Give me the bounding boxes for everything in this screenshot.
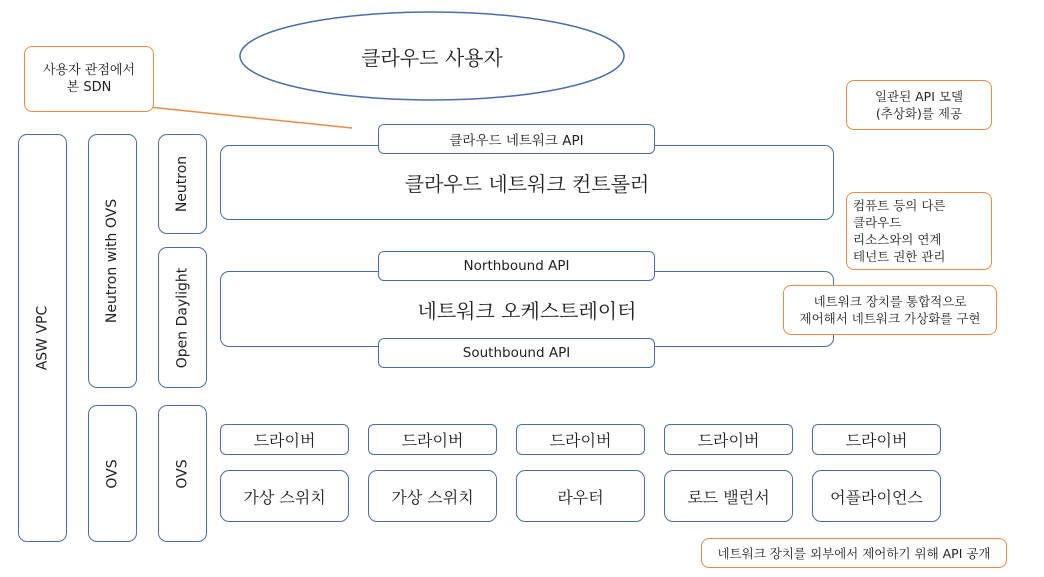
note-api-exposure: 네트워크 장치를 외부에서 제어하기 위해 API 공개 <box>701 538 1007 568</box>
device-label: 라우터 <box>557 487 604 507</box>
open-daylight-column <box>158 247 207 388</box>
cloud-network-api-box <box>378 124 655 154</box>
cloud-network-api-label: 클라우드 네트워크 API <box>449 133 584 149</box>
neutron-with-ovs-column <box>88 134 137 388</box>
driver-label: 드라이버 <box>253 431 316 450</box>
southbound-api-box <box>378 338 655 368</box>
driver-box <box>368 424 497 455</box>
device-label: 로드 밸런서 <box>687 487 770 507</box>
device-label: 가상 스위치 <box>391 487 474 507</box>
network-orchestrator-label: 네트워크 오케스트레이터 <box>417 298 637 323</box>
driver-label: 드라이버 <box>401 431 464 450</box>
callout-sdn-note: 사용자 관점에서 본 SDN <box>24 46 154 112</box>
network-orchestrator-box <box>220 271 834 347</box>
northbound-api-box <box>378 251 655 281</box>
asw-vpc-label: ASW VPC <box>34 305 51 371</box>
device-virtual-switch-1 <box>220 470 349 522</box>
device-router <box>516 470 645 522</box>
device-virtual-switch-2 <box>368 470 497 522</box>
driver-box <box>812 424 941 455</box>
ovs-right-column <box>158 405 207 542</box>
asw-vpc-column <box>18 134 67 542</box>
note-integration: 컴퓨트 등의 다른 클라우드 리소스와의 연계 테넌트 권한 관리 <box>846 192 992 270</box>
cloud-network-controller-label: 클라우드 네트워크 컨트롤러 <box>404 172 650 196</box>
device-label: 어플라이언스 <box>830 487 923 507</box>
ovs-left-label: OVS <box>104 458 121 489</box>
ovs-right-label: OVS <box>174 458 191 489</box>
driver-label: 드라이버 <box>697 431 760 450</box>
open-daylight-label: Open Daylight <box>174 267 191 368</box>
northbound-api-label: Northbound API <box>463 258 570 274</box>
device-label: 가상 스위치 <box>243 487 326 507</box>
neutron-with-ovs-label: Neutron with OVS <box>104 198 121 324</box>
cloud-network-controller-box <box>220 145 834 220</box>
note-abstraction: 일관된 API 모델 (추상화)를 제공 <box>846 80 992 130</box>
cloud-user-label: 클라우드 사용자 <box>361 45 503 70</box>
neutron-label: Neutron <box>174 155 191 213</box>
driver-label: 드라이버 <box>549 431 612 450</box>
driver-box <box>664 424 793 455</box>
driver-box <box>516 424 645 455</box>
driver-label: 드라이버 <box>845 431 908 450</box>
southbound-api-label: Southbound API <box>462 345 571 361</box>
note-virtualization: 네트워크 장치를 통합적으로 제어해서 네트워크 가상화를 구현 <box>783 285 997 335</box>
neutron-column <box>158 134 207 234</box>
device-appliance <box>812 470 941 522</box>
device-load-balancer <box>664 470 793 522</box>
driver-box <box>220 424 349 455</box>
ovs-left-column <box>88 405 137 542</box>
